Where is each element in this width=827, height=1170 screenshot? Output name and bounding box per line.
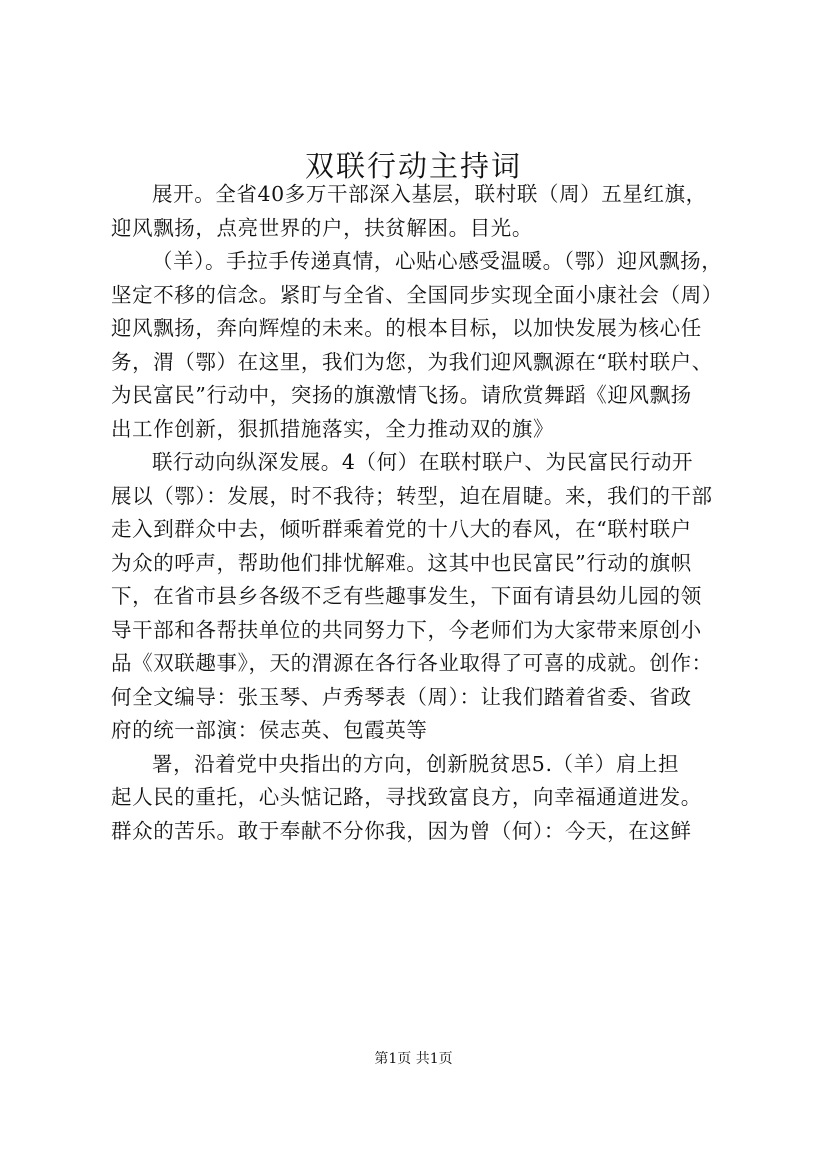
- text-line: 联行动向纵深发展。4（何）在联村联户、为民富民行动开: [152, 450, 694, 474]
- paragraph: [111, 446, 741, 748]
- paragraph: [111, 178, 741, 245]
- text-line: 展以（鄂）：发展，时不我待；转型，迫在眉睫。来，我们的干部: [111, 483, 713, 508]
- text-line: 署，沿着党中央指出的方向，创新脱贫思5.（羊）肩上担: [152, 751, 680, 776]
- text-line: 出工作创新，狠抓措施落实，全力推动双的旗》: [111, 416, 555, 441]
- text-line: 起人民的重托，心头惦记路，寻找致富良方，向幸福通道进发。: [111, 785, 702, 809]
- text-line: 迎风飘扬，奔向辉煌的未来。的根本目标，以加快发展为核心任: [111, 316, 702, 340]
- document-body: [111, 178, 741, 848]
- text-line: 为民富民”行动中，突扬的旗激情飞扬。请欣赏舞蹈《迎风飘扬: [111, 383, 692, 407]
- text-line: 坚定不移的信念。紧盯与全省、全国同步实现全面小康社会（周）: [111, 282, 723, 307]
- text-line: （羊）。手拉手传递真情，心贴心感受温暖。（鄂）迎风飘扬，: [152, 249, 723, 273]
- text-line: 走入到群众中去，倾听群乘着党的十八大的春风，在“联村联户: [111, 517, 692, 541]
- page-footer: 第1页 共1页: [374, 1051, 453, 1067]
- text-line: 为众的呼声，帮助他们排忧解难。这其中也民富民”行动的旗帜: [111, 550, 692, 575]
- text-line: 展开。全省40多万干部深入基层，联村联（周）五星红旗，: [152, 182, 707, 206]
- text-line: 下，在省市县乡各级不乏有些趣事发生，下面有请县幼儿园的领: [111, 584, 702, 608]
- text-line: 务，渭（鄂）在这里，我们为您，为我们迎风飘源在“联村联户、: [111, 349, 713, 374]
- text-line: 群众的苦乐。敢于奉献不分你我，因为曾（何）：今天，在这鲜: [111, 818, 692, 843]
- paragraph: [111, 245, 741, 446]
- text-line: 迎风飘扬，点亮世界的户，扶贫解困。目光。: [111, 215, 533, 240]
- text-line: 导干部和各帮扶单位的共同努力下，今老师们为大家带来原创小: [111, 617, 702, 642]
- text-line: 府的统一部演：侯志英、包霞英等: [111, 718, 428, 742]
- text-line: 品《双联趣事》，天的渭源在各行各业取得了可喜的成就。创作：: [111, 651, 713, 675]
- document-title: 双联行动主持词: [304, 149, 522, 183]
- paragraph: [111, 748, 741, 849]
- text-line: 何全文编导：张玉琴、卢秀琴表（周）：让我们踏着省委、省政: [111, 684, 692, 709]
